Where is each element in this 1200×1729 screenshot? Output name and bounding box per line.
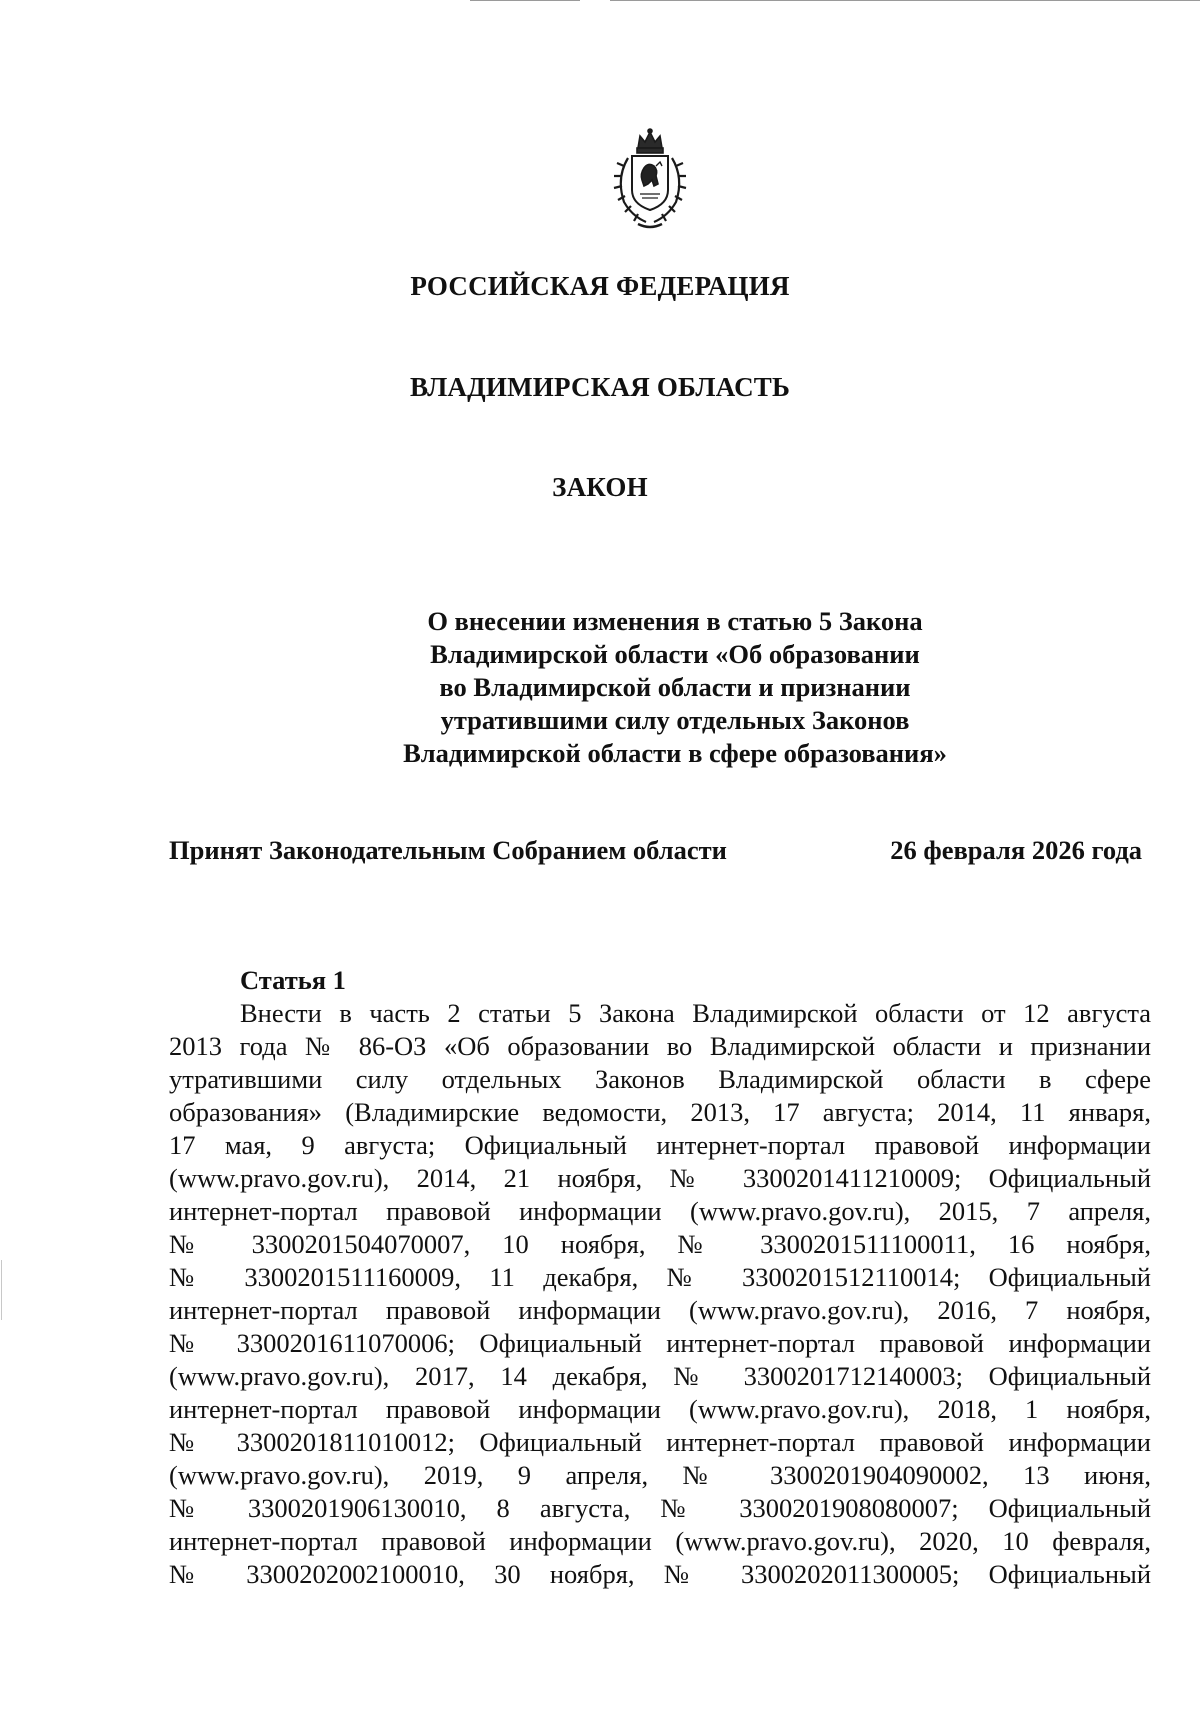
adoption-date: 26 февраля 2026 года — [890, 835, 1142, 865]
law-title-line: утратившими силу отдельных Законов — [440, 705, 910, 735]
article-line: № 3300201811010012; Официальный интернет-портал правовой информации — [169, 1427, 1151, 1457]
article-line: образования» (Владимирские ведомости, 2013, 17 августа; 2014, 11 января, — [169, 1097, 1151, 1127]
article-line: (www.pravo.gov.ru), 2014, 21 ноября, № 3300201411210009; Официальный — [169, 1163, 1151, 1193]
article-line: № 3300201511160009, 11 декабря, № 3300201512110014; Официальный — [169, 1262, 1151, 1292]
article-line: № 3300201611070006; Официальный интернет-портал правовой информации — [169, 1328, 1151, 1358]
article-line: № 3300201504070007, 10 ноября, № 3300201511100011, 16 ноября, — [169, 1229, 1151, 1259]
adoption-label: Принят Законодательным Собранием области — [169, 835, 727, 865]
document-type-heading: ЗАКОН — [552, 472, 648, 502]
coat-of-arms-icon — [604, 128, 696, 232]
article-line: (www.pravo.gov.ru), 2017, 14 декабря, № 3300201712140003; Официальный — [169, 1361, 1151, 1391]
article-line: 17 мая, 9 августа; Официальный интернет-портал правовой информации — [169, 1130, 1151, 1160]
article-line: интернет-портал правовой информации (www.pravo.gov.ru), 2020, 10 февраля, — [169, 1526, 1151, 1556]
scan-artifact — [470, 0, 580, 1]
article-body — [169, 997, 1151, 1591]
article-line: интернет-портал правовой информации (www.pravo.gov.ru), 2016, 7 ноября, — [169, 1295, 1151, 1325]
law-title — [340, 605, 1010, 770]
article-line: (www.pravo.gov.ru), 2019, 9 апреля, № 3300201904090002, 13 июня, — [169, 1460, 1151, 1490]
law-title-line: во Владимирской области и признании — [439, 672, 911, 702]
article-line: 2013 года № 86-ОЗ «Об образовании во Владимирской области и признании — [169, 1031, 1151, 1061]
article-line: интернет-портал правовой информации (www.pravo.gov.ru), 2018, 1 ноября, — [169, 1394, 1151, 1424]
article-line: утратившими силу отдельных Законов Владимирской области в сфере — [169, 1064, 1151, 1094]
country-heading: РОССИЙСКАЯ ФЕДЕРАЦИЯ — [410, 271, 790, 301]
scan-artifact — [610, 0, 1200, 1]
article-line: интернет-портал правовой информации (www.pravo.gov.ru), 2015, 7 апреля, — [169, 1196, 1151, 1226]
article-line: № 3300202002100010, 30 ноября, № 3300202011300005; Официальный — [169, 1559, 1151, 1589]
law-title-line: Владимирской области в сфере образования» — [403, 738, 947, 768]
article-heading: Статья 1 — [240, 965, 346, 995]
scan-artifact — [1, 1260, 2, 1320]
law-title-line: Владимирской области «Об образовании — [430, 639, 920, 669]
region-heading: ВЛАДИМИРСКАЯ ОБЛАСТЬ — [409, 372, 791, 402]
law-title-line: О внесении изменения в статью 5 Закона — [427, 606, 923, 636]
article-line: № 3300201906130010, 8 августа, № 3300201908080007; Официальный — [169, 1493, 1151, 1523]
article-line: Внести в часть 2 статьи 5 Закона Владимирской области от 12 августа — [240, 998, 1151, 1028]
